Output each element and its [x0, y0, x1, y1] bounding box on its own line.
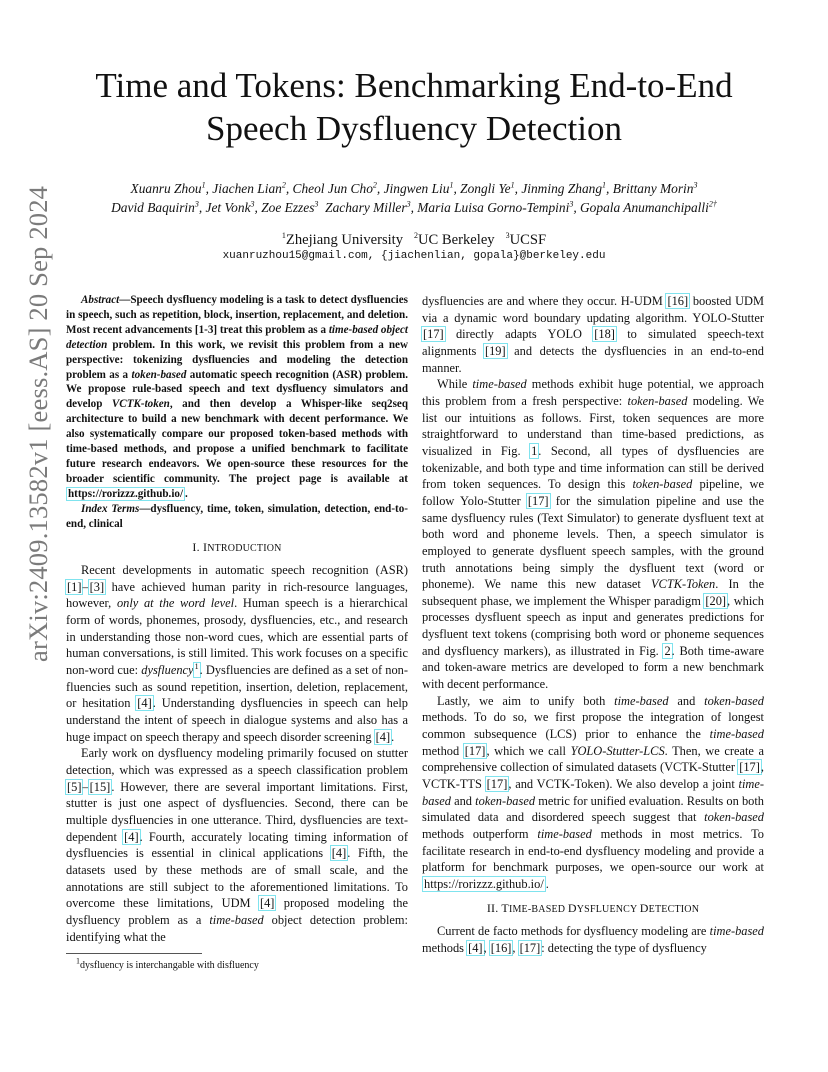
- citation-link[interactable]: [4]: [124, 829, 139, 844]
- open-source-link[interactable]: https://rorizzz.github.io/: [424, 876, 544, 891]
- figure-link[interactable]: 1: [531, 443, 538, 458]
- right-paragraph-2: While time-based methods exhibit huge potential, we approach this problem from a fresh perspective: token-based modeling. We list our intuitions as follows. First, token sequences are more straightforward to understand than time-based predictions, as visualized in Fig. 1. Second, all types of dysfluencies are tokenizable, and both type and time information can still be derived from token sequences. To design this token-based pipeline, we follow Yolo-Stutter [17] for the simulation pipeline and use the same dysfluency rules (Text Simulator) to generate dysfluent text at both word and phoneme levels. Then, a speech simulator is employed to generate dysfluent speech samples, with the ground truth annotations being simply the dysfluent text (word or phoneme). We name this new dataset VCTK-Token. In the subsequent phase, we implement the Whisper paradigm [20], which processes dysfluent speech as input and generates predictions for dysfluent text tokens (comprising both word or phoneme sequences and dysfluency markers), as illustrated in Fig. 2. Both time-aware and token-aware metrics are developed to form a new benchmark with decent performance.: [422, 377, 765, 692]
- section-heading-introduction: I. INTRODUCTION: [192, 539, 282, 554]
- title-line-1: Time and Tokens: Benchmarking End-to-End: [95, 66, 733, 105]
- citation-link[interactable]: [15]: [89, 779, 111, 794]
- citation-link[interactable]: [5]: [67, 779, 82, 794]
- right-paragraph-1: dysfluencies are and where they occur. H-UDM [16] boosted UDM via a dynamic word boundary updating algorithm. YOLO-Stutter [17] directly adapts YOLO [18] to simulated speech-text alignments [19] and detects the dysfluencies in an end-to-end manner.: [422, 294, 765, 375]
- footnote: $^1$dysfluency is interchangable with disfluency: [76, 956, 259, 971]
- citation-link[interactable]: [18]: [594, 327, 615, 342]
- author-emails: xuanruzhou15@gmail.com, {jiachenlian, gopala}@berkeley.edu: [222, 250, 606, 262]
- right-paragraph-3: Lastly, we aim to unify both time-based and token-based methods. To do so, we first propose the integration of longest common subsequence (LCS) prior to enhance the time-based method [17], which we call YOLO-Stutter-LCS. Then, we create a comprehensive collection of simulated datasets (VCTK-Stutter [17], VCTK-TTS [17], and VCTK-Token). We also develop a joint time-based and token-based metric for unified evaluation. Results on both simulated data and disordered speech suggest that token-based methods outperform time-based methods in most metrics. To facilitate research in end-to-end dysfluency modeling and provide a platform for benchmark purposes, we open-source our work at https://rorizzz.github.io/ .: [422, 693, 765, 891]
- intro-paragraph-2: Early work on dysfluency modeling primarily focused on stutter detection, which was expressed as a speech classification problem [5]–[15]. However, there are several important limitations. First, stutter is just one aspect of dysfluencies. Second, there can be multiple dysfluencies in one utterance. Third, dysfluencies are text-dependent [4]. Fourth, accurately locating timing information of dysfluencies is essential in clinical applications [4]. Fifth, the datasets used by these methods are of small scale, and the annotations are still subject to the aforementioned limitations. To overcome these limitations, UDM [4] proposed modeling the dysfluency problem as a time-based object detection problem: identifying what the: [66, 746, 409, 944]
- citation-link[interactable]: [3]: [89, 579, 105, 594]
- title-line-2: Speech Dysfluency Detection: [206, 109, 622, 148]
- citation-link[interactable]: [20]: [705, 593, 727, 608]
- right-paragraph-4: Current de facto methods for dysfluency modeling are time-based methods [4], [16], [17]: detecting the type of dysfluency: [422, 924, 764, 955]
- citation-link[interactable]: [16]: [667, 294, 689, 308]
- citation-link[interactable]: [4]: [137, 696, 152, 711]
- paper-title: [0, 64, 828, 150]
- citation-link[interactable]: [17]: [423, 327, 444, 342]
- citation-link[interactable]: [17]: [519, 940, 541, 955]
- citation-link[interactable]: [17]: [739, 760, 760, 775]
- footnote-link[interactable]: 1: [193, 662, 201, 678]
- right-column: [422, 293, 764, 957]
- citation-link[interactable]: [19]: [484, 343, 506, 358]
- index-terms: Index Terms—dysfluency, time, token, simulation, detection, end-to-end, clinical: [66, 502, 408, 530]
- affiliations: $^1$Zhejiang University $^2$UC Berkeley $^3$UCSF: [281, 231, 547, 248]
- footnote-rule: [66, 953, 202, 954]
- citation-link[interactable]: [16]: [490, 940, 512, 955]
- author-line-1: Xuanru Zhou$^1$, Jiachen Lian$^2$, Cheol Jun Cho$^2$, Jingwen Liu$^1$, Zongli Ye$^1$, Jinming Zhang$^1$, Brittany Morin$^3$: [130, 180, 698, 196]
- citation-link[interactable]: [17]: [464, 743, 486, 758]
- author-list: [40, 179, 788, 217]
- left-column: [66, 293, 408, 945]
- figure-link[interactable]: 2: [664, 643, 671, 658]
- citation-link[interactable]: [4]: [468, 940, 483, 955]
- section-heading-time-based: II. TIME-BASED DYSFLUENCY DETECTION: [486, 900, 700, 915]
- author-line-2: David Baquirin$^3$, Jet Vonk$^3$, Zoe Ezzes$^3$ Zachary Miller$^3$, Maria Luisa Gorno-Tempini$^3$, Gopala Anumanchipalli$^{2\dagger}$: [111, 199, 717, 215]
- citation-link[interactable]: [17]: [527, 493, 549, 508]
- citation-link[interactable]: [17]: [486, 777, 508, 792]
- intro-paragraph-1: Recent developments in automatic speech recognition (ASR) [1]–[3] have achieved human parity in rich-resource languages, however, only at the word level. Human speech is a hierarchical form of words, phonemes, prosody, dysfluencies, etc., and research in understanding those non-word cues, which are essential parts of human conversations, is still limited. This work focuses on a specific non-word cue: dysfluency$^1$. Dysfluencies are defined as a set of non-fluencies such as sound repetition, insertion, deletion, replacement, or hesitation [4]. Understanding dysfluencies in speech can help understand the intent of speech in dialogue systems and also has a huge impact on speech therapy and speech disorder screening [4].: [66, 563, 409, 744]
- citation-link[interactable]: [4]: [375, 729, 391, 744]
- citation-link[interactable]: [4]: [331, 846, 347, 861]
- project-page-link[interactable]: https://rorizzz.github.io/: [68, 487, 184, 500]
- abstract: Abstract—Speech dysfluency modeling is a task to detect dysfluencies in speech, such as repetition, block, insertion, replacement, and deletion. Most recent advancements [1-3] treat this problem as a time-based object detection problem. In this work, we revisit this problem from a new perspective: tokenizing dysfluencies and modeling the detection problem as a token-based automatic speech recognition (ASR) problem. We propose rule-based speech and text dysfluency simulators and develop VCTK-token, and then develop a Whisper-like seq2seq architecture to build a new benchmark with decent performance. We also systematically compare our proposed token-based methods with time-based methods, and propose a unified benchmark to facilitate future research endeavors. We open-source these resources for the broader scientific community. The project page is available at https://rorizzz.github.io/ .: [66, 294, 409, 500]
- citation-link[interactable]: [1]: [67, 579, 82, 594]
- citation-link[interactable]: [4]: [259, 896, 275, 911]
